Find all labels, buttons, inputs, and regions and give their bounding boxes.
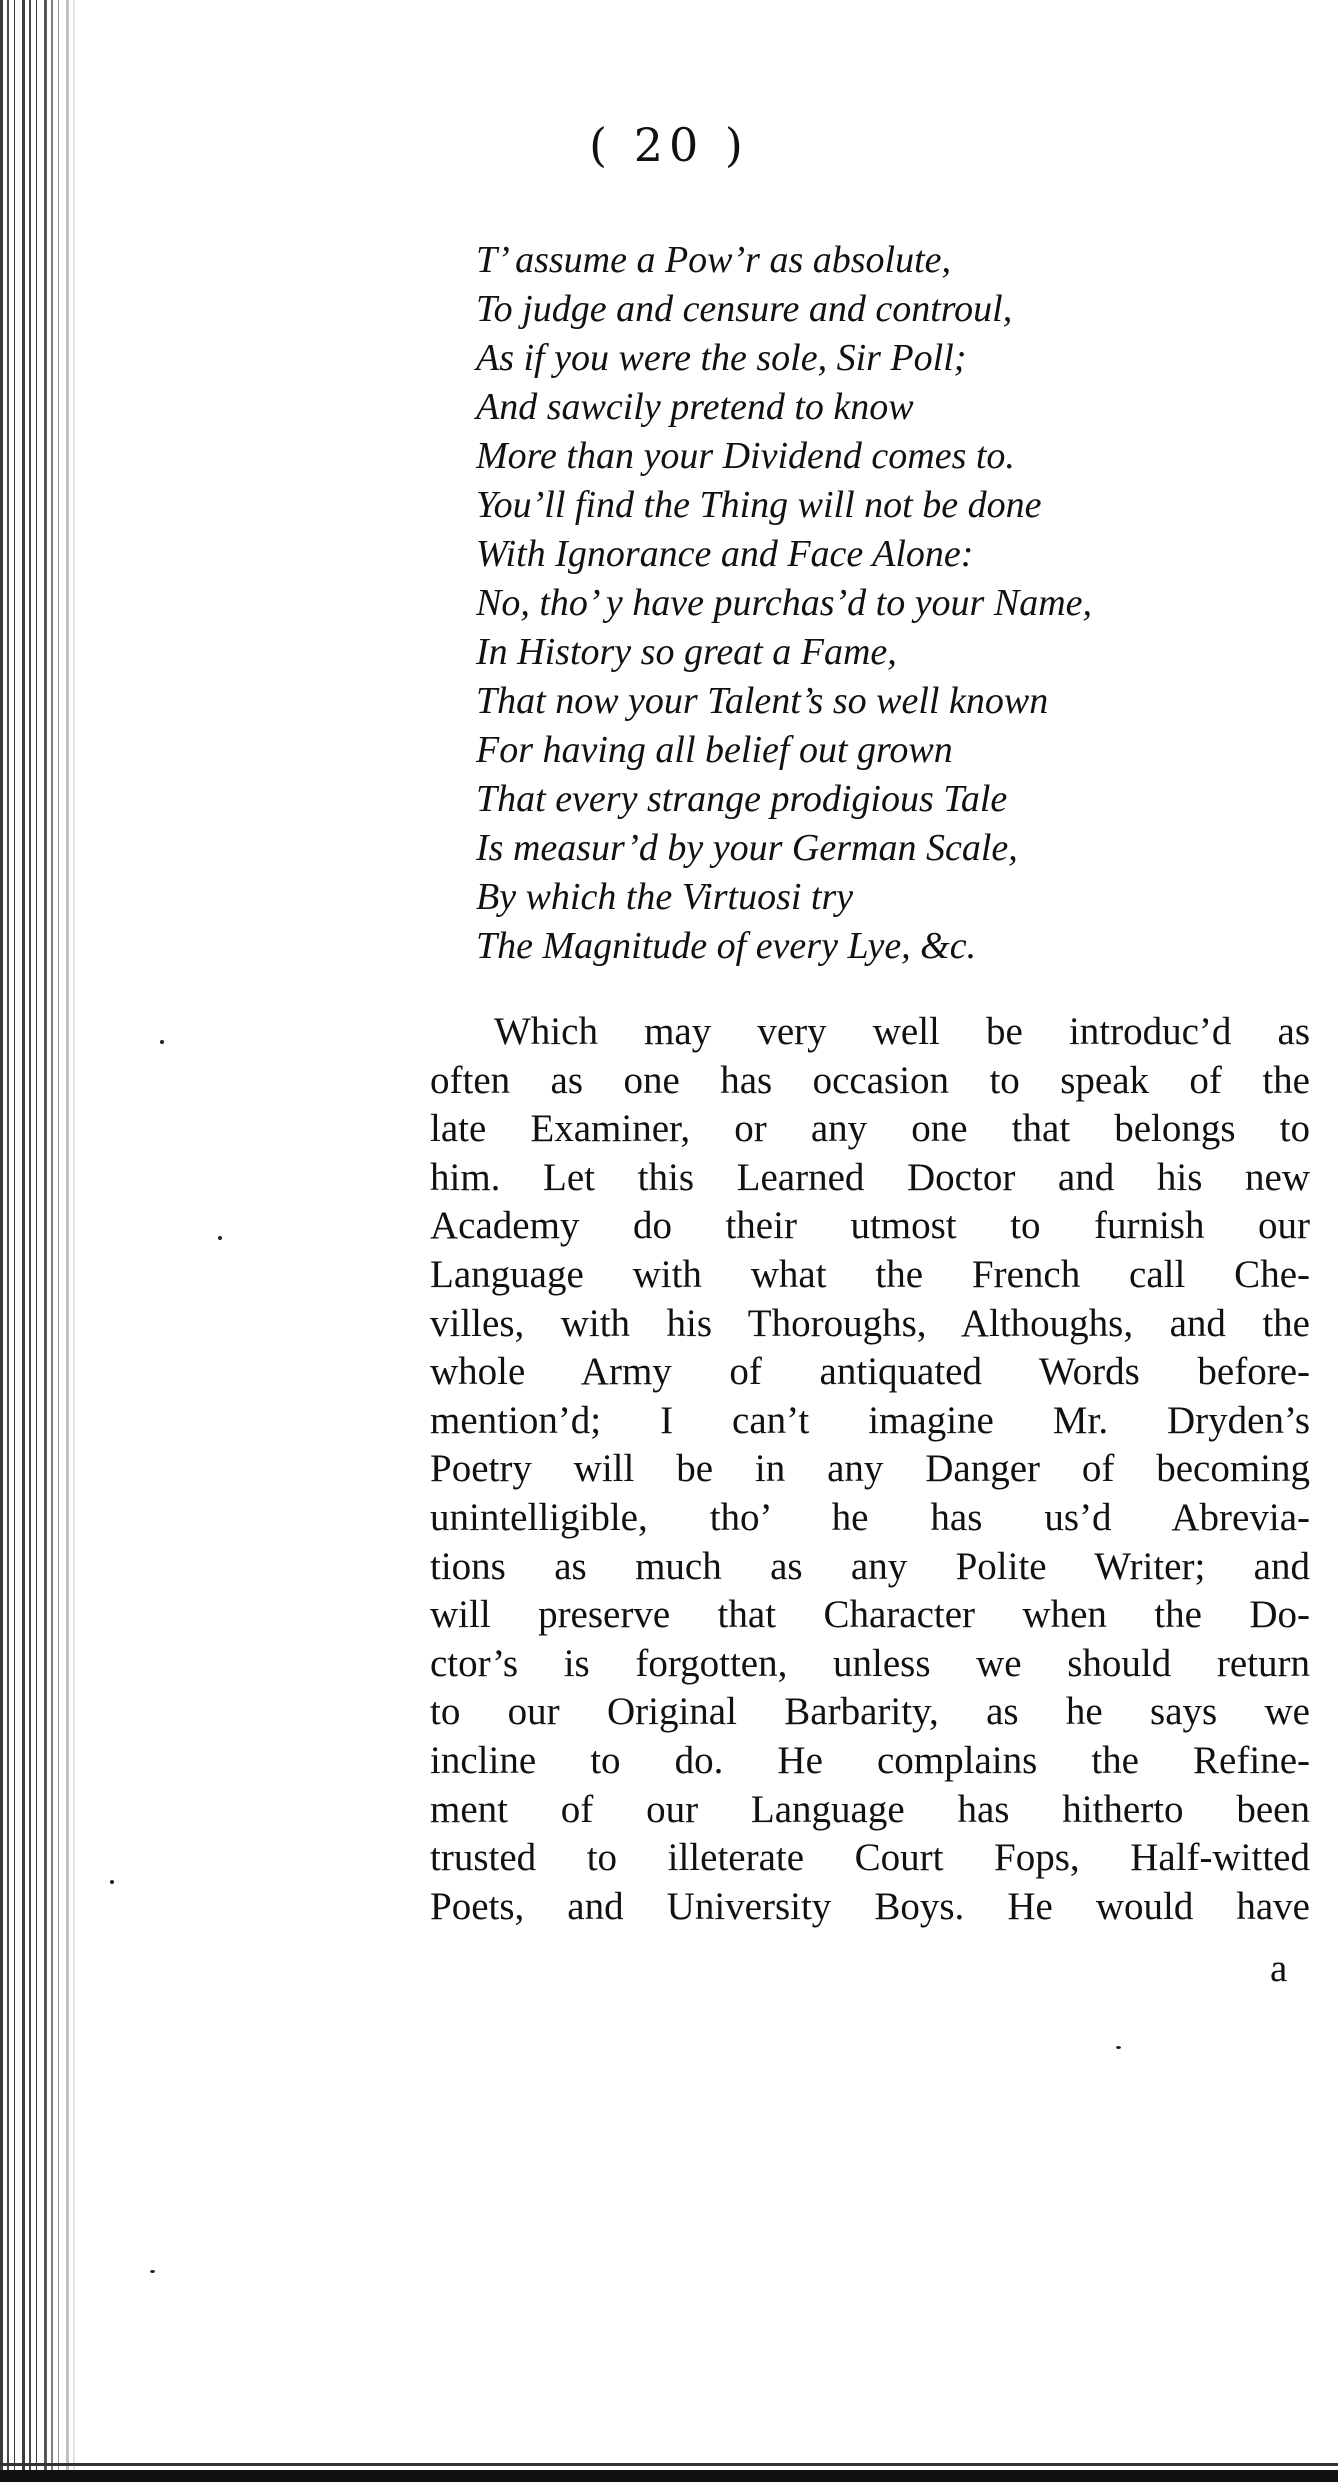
verse-line: With Ignorance and Face Alone: [476,533,974,575]
prose-line: him. Let this Learned Doctor and his new [430,1155,1310,1199]
verse-line: And sawcily pretend to know [476,386,914,428]
verse-line: By which the Virtuosi try [476,876,854,918]
verse-line: No, tho’ y have purchas’d to your Name, [476,582,1092,624]
prose-line: ctor’s is forgotten, unless we should return [430,1641,1310,1685]
prose-line: will preserve that Character when the Do- [430,1593,1310,1637]
prose-line: to our Original Barbarity, as he says we [430,1690,1310,1734]
verse-line: That every strange prodigious Tale [476,778,1008,820]
gutter-fade [40,0,80,2482]
scan-speck [110,1880,114,1884]
page-bottom-edge [0,2470,1338,2482]
verse-line: T’ assume a Pow’r as absolute, [476,239,952,281]
prose-line: Academy do their utmost to furnish our [430,1204,1310,1248]
verse-line: For having all belief out grown [476,729,953,771]
prose-line: Language with what the French call Che- [430,1252,1310,1296]
prose-line: trusted to illeterate Court Fops, Half-witted [430,1836,1310,1880]
prose-line: Poetry will be in any Danger of becoming [430,1447,1310,1491]
verse-line: More than your Dividend comes to. [476,435,1015,477]
prose-line: incline to do. He complains the Refine- [430,1738,1310,1782]
verse-line: You’ll find the Thing will not be done [476,484,1042,526]
prose-line: unintelligible, tho’ he has us’d Abrevia- [430,1495,1310,1539]
prose-line: Which may very well be introduc’d as [494,1010,1310,1053]
prose-line: tions as much as any Polite Writer; and [430,1544,1310,1588]
verse-line: Is measur’d by your German Scale, [476,827,1018,869]
verse-line: As if you were the sole, Sir Poll; [476,337,967,379]
scan-speck [160,1040,164,1044]
verse-line: In History so great a Fame, [476,631,897,673]
scan-speck [150,2270,155,2273]
catchword: a [1270,1947,1288,1990]
page-edge-line [0,2463,1338,2466]
verse-line: The Magnitude of every Lye, &c. [476,925,977,967]
prose-line: mention’d; I can’t imagine Mr. Dryden’s [430,1398,1310,1442]
verse-line: To judge and censure and controul, [476,288,1013,330]
page-number: ( 20 ) [589,118,749,172]
prose-line: Poets, and University Boys. He would have [430,1884,1310,1928]
prose-line: often as one has occasion to speak of the [430,1058,1310,1102]
prose-line: late Examiner, or any one that belongs to [430,1107,1310,1151]
prose-line: villes, with his Thoroughs, Althoughs, and the [430,1301,1310,1345]
scan-speck [1116,2046,1121,2049]
prose-line: whole Army of antiquated Words before- [430,1350,1310,1394]
prose-line: ment of our Language has hitherto been [430,1787,1310,1831]
prose-paragraph [430,1008,1310,1931]
verse-line: That now your Talent’s so well known [476,680,1049,722]
verse-block [476,236,1296,971]
scan-speck [218,1236,222,1240]
